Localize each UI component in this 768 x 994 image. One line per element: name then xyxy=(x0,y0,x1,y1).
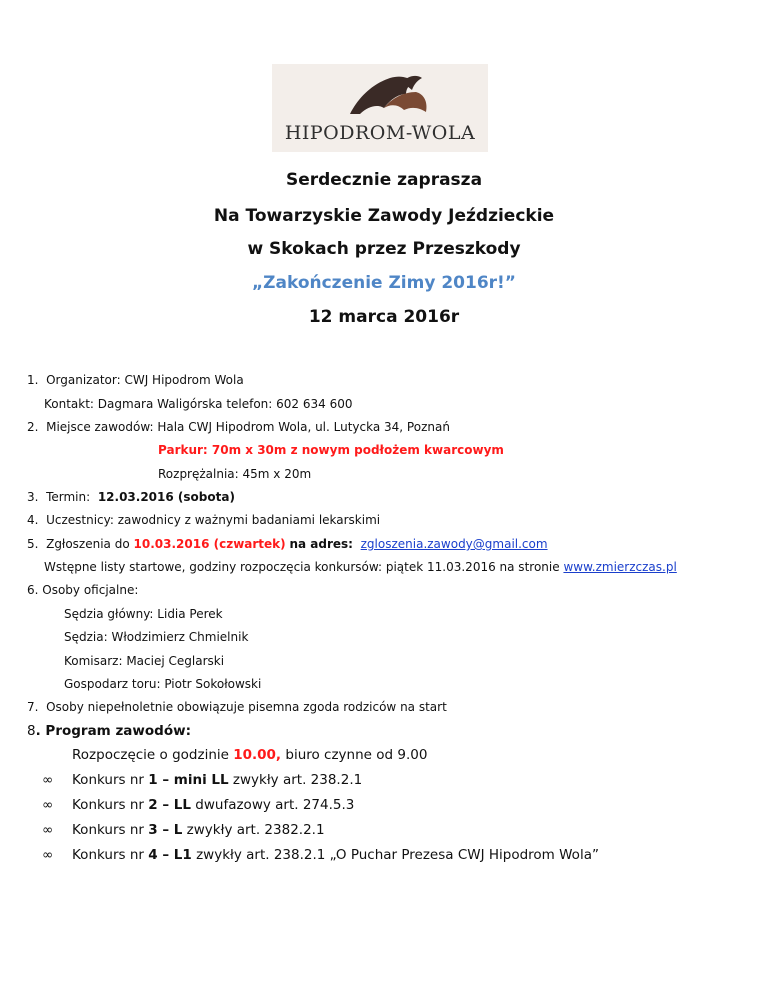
bullet-icon: ∞ xyxy=(42,822,54,838)
c3-class: 3 – L xyxy=(148,822,183,838)
competition-1 xyxy=(42,772,362,788)
item-5 xyxy=(27,537,548,551)
c4-prefix: Konkurs nr xyxy=(72,847,149,863)
item-3 xyxy=(27,490,235,504)
event-date: 12 marca 2016r xyxy=(308,307,460,327)
c1-class: 1 – mini LL xyxy=(148,772,229,788)
item-4 xyxy=(27,513,380,527)
entries-email-link[interactable]: zgloszenia.zawody@gmail.com xyxy=(360,537,548,551)
warmup-info: Rozprężalnia: 45m x 20m xyxy=(158,467,312,481)
c3-prefix: Konkurs nr xyxy=(72,822,149,838)
course-host: Gospodarz toru: Piotr Sokołowski xyxy=(64,677,262,691)
entries-deadline: 10.03.2016 (czwartek) xyxy=(133,537,286,551)
program-heading xyxy=(27,723,191,739)
item-2 xyxy=(27,420,450,434)
item-7 xyxy=(27,700,447,714)
judge-main: Sędzia główny: Lidia Perek xyxy=(64,607,223,621)
start-lists-text: Wstępne listy startowe, godziny rozpoczęcia konkursów: piątek 11.03.2016 na stronie xyxy=(44,560,560,574)
bullet-icon: ∞ xyxy=(42,797,54,813)
item-5-num: 5. xyxy=(27,537,39,551)
start-prefix: Rozpoczęcie o godzinie xyxy=(72,747,229,763)
competition-4 xyxy=(42,847,599,863)
program-start xyxy=(72,747,427,763)
item-1 xyxy=(27,373,244,387)
zmierzczas-link[interactable]: www.zmierzczas.pl xyxy=(563,560,677,574)
competition-3 xyxy=(42,822,325,838)
c2-desc: dwufazowy art. 274.5.3 xyxy=(190,797,355,813)
c1-prefix: Konkurs nr xyxy=(72,772,149,788)
c4-desc: zwykły art. 238.2.1 „O Puchar Prezesa CWJ Hipodrom Wola” xyxy=(191,847,599,863)
bullet-icon: ∞ xyxy=(42,847,54,863)
c4-class: 4 – L1 xyxy=(148,847,192,863)
header-line-3: w Skokach przez Przeszkody xyxy=(247,239,521,259)
entries-address-label: na adres: xyxy=(289,537,353,551)
event-name: „Zakończenie Zimy 2016r!” xyxy=(252,273,516,293)
item-3-num: 3. xyxy=(27,490,39,504)
c3-desc: zwykły art. 2382.2.1 xyxy=(182,822,325,838)
item-1-num: 1. xyxy=(27,373,39,387)
start-lists xyxy=(44,560,677,574)
hipodrom-wola-logo xyxy=(272,64,488,152)
c2-class: 2 – LL xyxy=(148,797,191,813)
contact: Kontakt: Dagmara Waligórska telefon: 602 634 600 xyxy=(44,397,353,411)
c2-prefix: Konkurs nr xyxy=(72,797,149,813)
header-line-1: Serdecznie zaprasza xyxy=(285,170,483,190)
officials-title: 6. Osoby oficjalne: xyxy=(27,583,139,597)
header-line-2: Na Towarzyskie Zawody Jeździeckie xyxy=(213,206,555,226)
item-2-num: 2. xyxy=(27,420,39,434)
program-title: . Program zawodów: xyxy=(35,723,191,739)
program-num: 8 xyxy=(27,723,36,739)
c1-desc: zwykły art. 238.2.1 xyxy=(228,772,363,788)
item-7-num: 7. xyxy=(27,700,39,714)
item-4-num: 4. xyxy=(27,513,39,527)
term-date: 12.03.2016 (sobota) xyxy=(97,490,235,504)
logo-text: HIPODROM-WOLA xyxy=(284,122,476,144)
parkur-info: Parkur: 70m x 30m z nowym podłożem kwarcowym xyxy=(158,443,504,457)
bullet-icon: ∞ xyxy=(42,772,54,788)
office-hours: biuro czynne od 9.00 xyxy=(281,747,428,763)
entries-prefix: Zgłoszenia do xyxy=(46,537,130,551)
commissar: Komisarz: Maciej Ceglarski xyxy=(64,654,225,668)
organizer: Organizator: CWJ Hipodrom Wola xyxy=(46,373,244,387)
participants: Uczestnicy: zawodnicy z ważnymi badaniami lekarskimi xyxy=(46,513,381,527)
judge: Sędzia: Włodzimierz Chmielnik xyxy=(64,630,249,644)
venue: Miejsce zawodów: Hala CWJ Hipodrom Wola, ul. Lutycka 34, Poznań xyxy=(46,420,450,434)
start-time: 10.00, xyxy=(233,747,282,763)
competition-2 xyxy=(42,797,354,813)
minors-consent: Osoby niepełnoletnie obowiązuje pisemna zgoda rodziców na start xyxy=(46,700,447,714)
term-label: Termin: xyxy=(46,490,91,504)
